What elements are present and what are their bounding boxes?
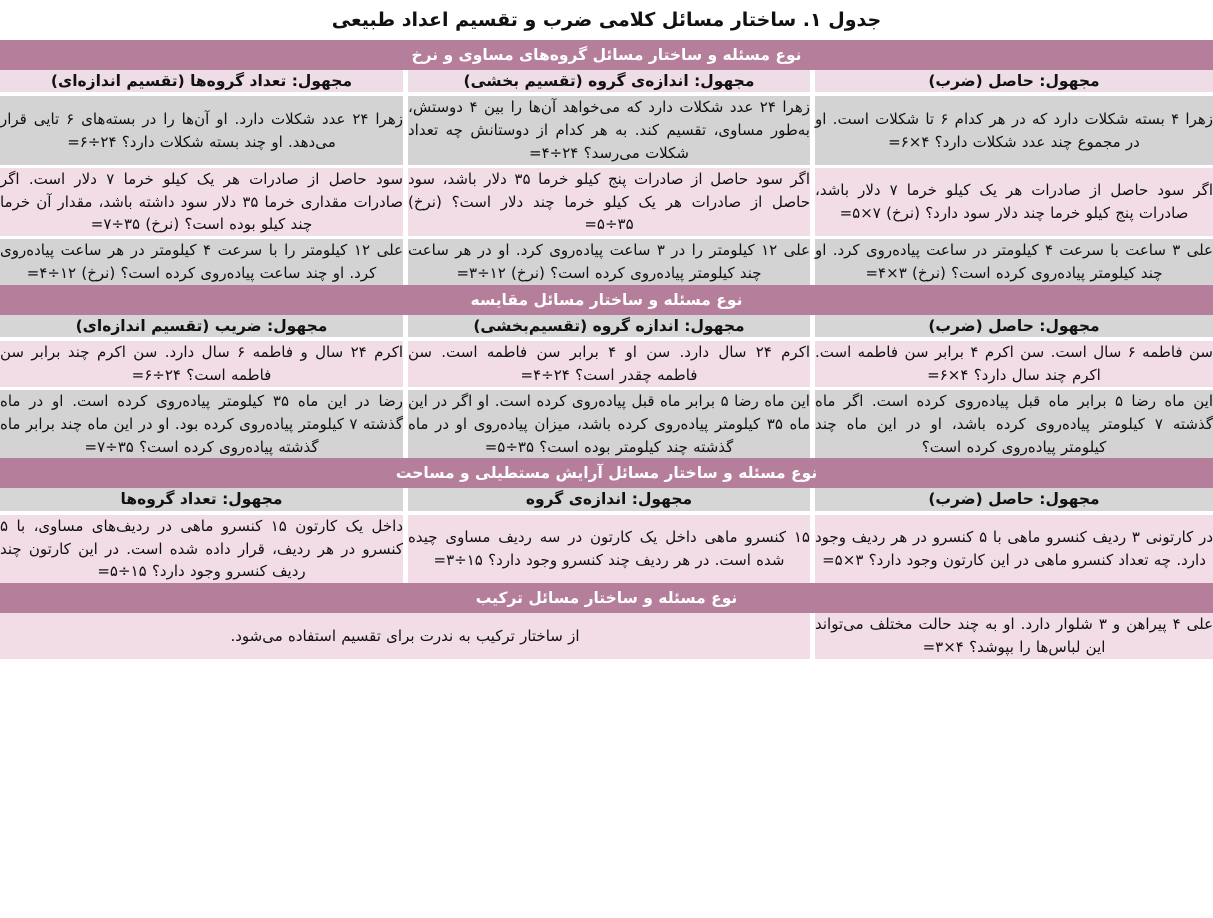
column-header-group-count: مجهول: تعداد گروه‌ها (0, 488, 403, 510)
column-gutter (810, 96, 815, 164)
column-header-group-count: مجهول: تعداد گروه‌ها (تقسیم اندازه‌ای) (0, 70, 403, 92)
cell-problem: رضا در این ماه ۳۵ کیلومتر پیاده‌روی کرده است. او در ماه گذشته ۷ کیلومتر پیاده‌روی کرده بود. او در این ماه چند برابر ماه گذشته پیاده‌روی کرده است؟ ۳۵÷۷= (0, 390, 403, 458)
section-banner-array-area: نوع مسئله و ساختار مسائل آرایش مستطیلی و مساحت (0, 458, 1213, 488)
section-banner-comparison: نوع مسئله و ساختار مسائل مقایسه (0, 285, 1213, 315)
cell-problem: سن فاطمه ۶ سال است. سن اکرم ۴ برابر سن فاطمه است. اکرم چند سال دارد؟ ۴×۶= (815, 341, 1213, 387)
cell-problem: علی ۱۲ کیلومتر را در ۳ ساعت پیاده‌روی کرد. او در هر ساعت چند کیلومتر پیاده‌روی کرده است؟ (نرخ) ۱۲÷۳= (408, 239, 810, 285)
cell-problem: علی ۴ پیراهن و ۳ شلوار دارد. او به چند حالت مختلف می‌تواند این لباس‌ها را بپوشد؟ ۴×۳= (815, 613, 1213, 659)
column-gutter (810, 168, 815, 236)
section-banner-row (0, 40, 1213, 70)
page-title: جدول ۱. ساختار مسائل کلامی ضرب و تقسیم اعداد طبیعی (331, 9, 882, 31)
cell-problem: علی ۱۲ کیلومتر را با سرعت ۴ کیلومتر در هر ساعت پیاده‌روی کرد. او چند ساعت پیاده‌روی کرده است؟ (نرخ) ۱۲÷۴= (0, 239, 403, 285)
column-header-group-size: مجهول: اندازه گروه (تقسیم‌بخشی) (408, 315, 810, 337)
column-gutter (403, 515, 408, 583)
cell-problem: اکرم ۲۴ سال و فاطمه ۶ سال دارد. سن اکرم چند برابر سن فاطمه است؟ ۲۴÷۶= (0, 341, 403, 387)
cell-problem: سود حاصل از صادرات هر یک کیلو خرما ۷ دلار است. اگر صادرات مقداری خرما ۳۵ دلار سود داشته باشد، مقدار آن خرما چند کیلو بوده است؟ (نرخ) ۳۵÷۷= (0, 168, 403, 236)
column-header-row (0, 488, 1213, 510)
cell-problem: اگر سود حاصل از صادرات پنج کیلو خرما ۳۵ دلار باشد، سود حاصل از صادرات هر یک کیلو خرما چند دلار است؟ (نرخ) ۳۵÷۵= (408, 168, 810, 236)
table-row (0, 239, 1213, 285)
section-banner-combination: نوع مسئله و ساختار مسائل ترکیب (0, 583, 1213, 613)
cell-problem: این ماه رضا ۵ برابر ماه قبل پیاده‌روی کرده است. او اگر در این ماه ۳۵ کیلومتر پیاده‌روی کرده باشد، میزان پیاده‌روی او در ماه گذشته چند کیلومتر بوده است؟ ۳۵÷۵= (408, 390, 810, 458)
cell-problem: زهرا ۲۴ عدد شکلات دارد. او آن‌ها را در بسته‌های ۶ تایی قرار می‌دهد. او چند بسته شکلات دارد؟ ۲۴÷۶= (0, 96, 403, 164)
table-row (0, 341, 1213, 387)
column-header-group-size: مجهول: اندازه‌ی گروه (408, 488, 810, 510)
cell-problem: اکرم ۲۴ سال دارد. سن او ۴ برابر سن فاطمه است. سن فاطمه چقدر است؟ ۲۴÷۴= (408, 341, 810, 387)
cell-problem: زهرا ۴ بسته شکلات دارد که در هر کدام ۶ تا شکلات است. او در مجموع چند عدد شکلات دارد؟ ۴×۶= (815, 96, 1213, 164)
column-gutter (810, 315, 815, 337)
column-header-row (0, 70, 1213, 92)
section-banner-row (0, 285, 1213, 315)
cell-problem: زهرا ۲۴ عدد شکلات دارد که می‌خواهد آن‌ها را بین ۴ دوستش، به‌طور مساوی، تقسیم کند. به هر کدام از دوستانش چه تعداد شکلات می‌رسد؟ ۲۴÷۴= (408, 96, 810, 164)
column-gutter (810, 515, 815, 583)
column-header-multiplier: مجهول: ضریب (تقسیم اندازه‌ای) (0, 315, 403, 337)
column-header-product: مجهول: حاصل (ضرب) (815, 70, 1213, 92)
cell-problem: اگر سود حاصل از صادرات هر یک کیلو خرما ۷ دلار باشد، صادرات پنج کیلو خرما چند دلار سود دارد؟ (نرخ) ۷×۵= (815, 168, 1213, 236)
section-banner-row (0, 583, 1213, 613)
cell-problem: در کارتونی ۳ ردیف کنسرو ماهی با ۵ کنسرو در هر ردیف وجود دارد. چه تعداد کنسرو ماهی در این کارتون وجود دارد؟ ۳×۵= (815, 515, 1213, 583)
table-row (0, 515, 1213, 583)
column-header-product: مجهول: حاصل (ضرب) (815, 315, 1213, 337)
problem-structure-table (0, 40, 1213, 659)
table-row (0, 168, 1213, 236)
column-header-product: مجهول: حاصل (ضرب) (815, 488, 1213, 510)
table-row (0, 613, 1213, 659)
cell-problem: ۱۵ کنسرو ماهی داخل یک کارتون در سه ردیف مساوی چیده شده است. در هر ردیف چند کنسرو وجود دارد؟ ۱۵÷۳= (408, 515, 810, 583)
cell-problem: این ماه رضا ۵ برابر ماه قبل پیاده‌روی کرده است. اگر ماه گذشته ۷ کیلومتر پیاده‌روی کرده باشد، او در این ماه چند کیلومتر پیاده‌روی کرده است؟ (815, 390, 1213, 458)
table-row (0, 390, 1213, 458)
column-gutter (403, 70, 408, 92)
section-banner-equal-groups: نوع مسئله و ساختار مسائل گروه‌های مساوی و نرخ (0, 40, 1213, 70)
column-gutter (810, 488, 815, 510)
column-gutter (403, 315, 408, 337)
section-banner-row (0, 458, 1213, 488)
column-gutter (403, 488, 408, 510)
cell-note: از ساختار ترکیب به ندرت برای تقسیم استفاده می‌شود. (0, 613, 810, 659)
cell-problem: داخل یک کارتون ۱۵ کنسرو ماهی در ردیف‌های مساوی، با ۵ کنسرو در هر ردیف، قرار داده شده است. در این کارتون چند ردیف کنسرو وجود دارد؟ ۱۵÷۵= (0, 515, 403, 583)
column-gutter (810, 70, 815, 92)
column-header-group-size: مجهول: اندازه‌ی گروه (تقسیم بخشی) (408, 70, 810, 92)
table-row (0, 96, 1213, 164)
column-header-row (0, 315, 1213, 337)
cell-problem: علی ۳ ساعت با سرعت ۴ کیلومتر در ساعت پیاده‌روی کرد. او چند کیلومتر پیاده‌روی کرده است؟ (نرخ) ۳×۴= (815, 239, 1213, 285)
